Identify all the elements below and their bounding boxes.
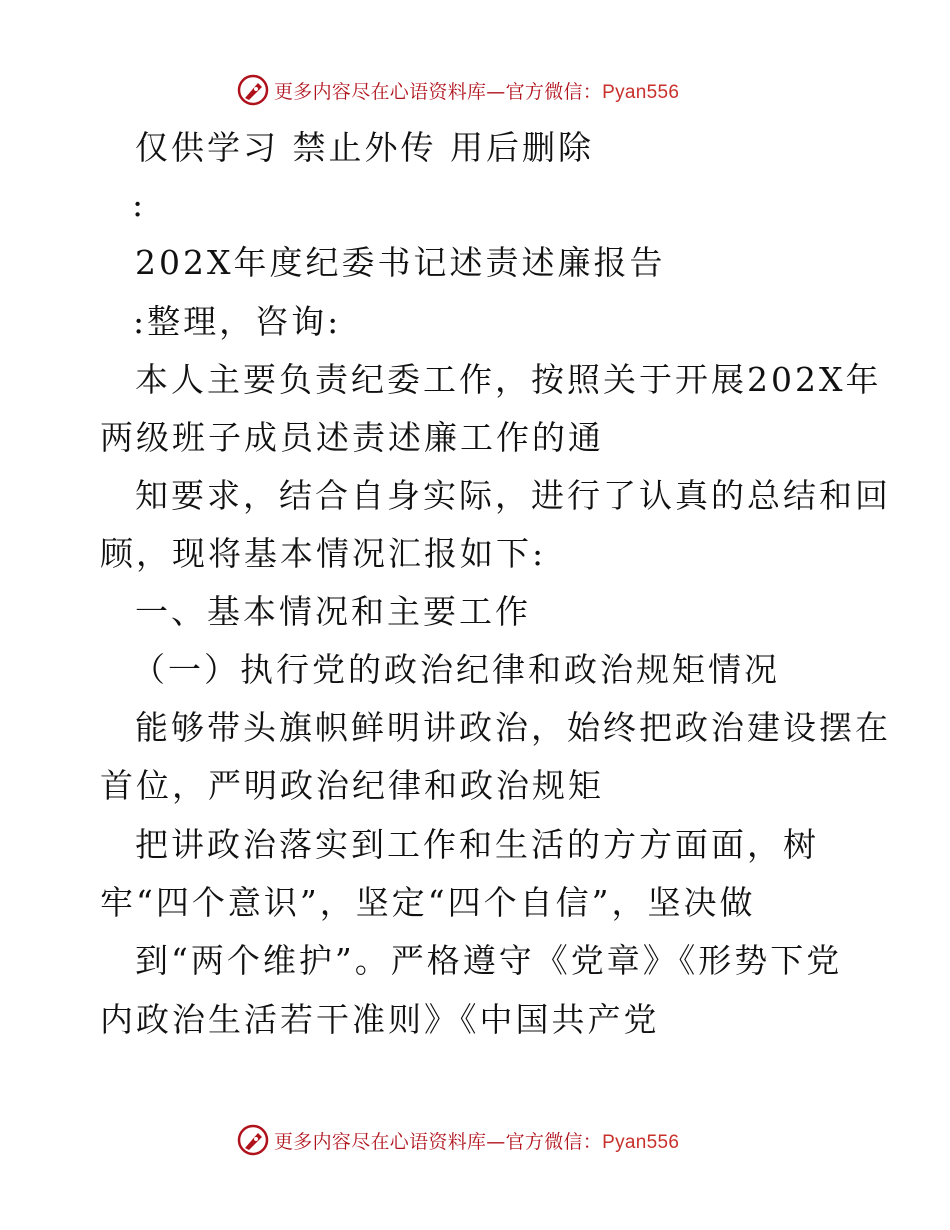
doc-line: 首位，严明政治纪律和政治规矩 (100, 766, 604, 805)
doc-line: 本人主要负责纪委工作，按照关于开展202X年 (135, 360, 882, 399)
watermark-banner-top (236, 70, 679, 110)
doc-line: 能够带头旗帜鲜明讲政治，始终把政治建设摆在 (135, 708, 891, 747)
watermark-banner-bottom (236, 1120, 679, 1160)
doc-heading: 一、基本情况和主要工作 (135, 592, 531, 631)
pen-nib-logo-icon (236, 73, 270, 107)
doc-line: 仅供学习 禁止外传 用后删除 (135, 128, 594, 167)
doc-line: 到“两个维护”。严格遵守《党章》《形势下党 (135, 941, 843, 980)
watermark-text: 更多内容尽在心语资料库—官方微信：Pyan556 (274, 1130, 680, 1153)
doc-line: 内政治生活若干准则》《中国共产党 (100, 1000, 660, 1039)
doc-line: 牢“四个意识”，坚定“四个自信”，坚决做 (100, 883, 756, 922)
doc-line: 把讲政治落实到工作和生活的方方面面，树 (135, 825, 819, 864)
watermark-text: 更多内容尽在心语资料库—官方微信：Pyan556 (274, 80, 680, 103)
doc-line: :整理，咨询: (133, 302, 342, 341)
doc-line: 顾，现将基本情况汇报如下: (100, 534, 547, 573)
doc-title: 202X年度纪委书记述责述廉报告 (135, 243, 666, 282)
pen-nib-logo-icon (236, 1123, 270, 1157)
doc-line: : (132, 185, 147, 224)
doc-line: 两级班子成员述责述廉工作的通 (100, 418, 604, 457)
doc-subheading: （一）执行党的政治纪律和政治规矩情况 (132, 650, 780, 689)
doc-line: 知要求，结合自身实际，进行了认真的总结和回 (135, 476, 891, 515)
